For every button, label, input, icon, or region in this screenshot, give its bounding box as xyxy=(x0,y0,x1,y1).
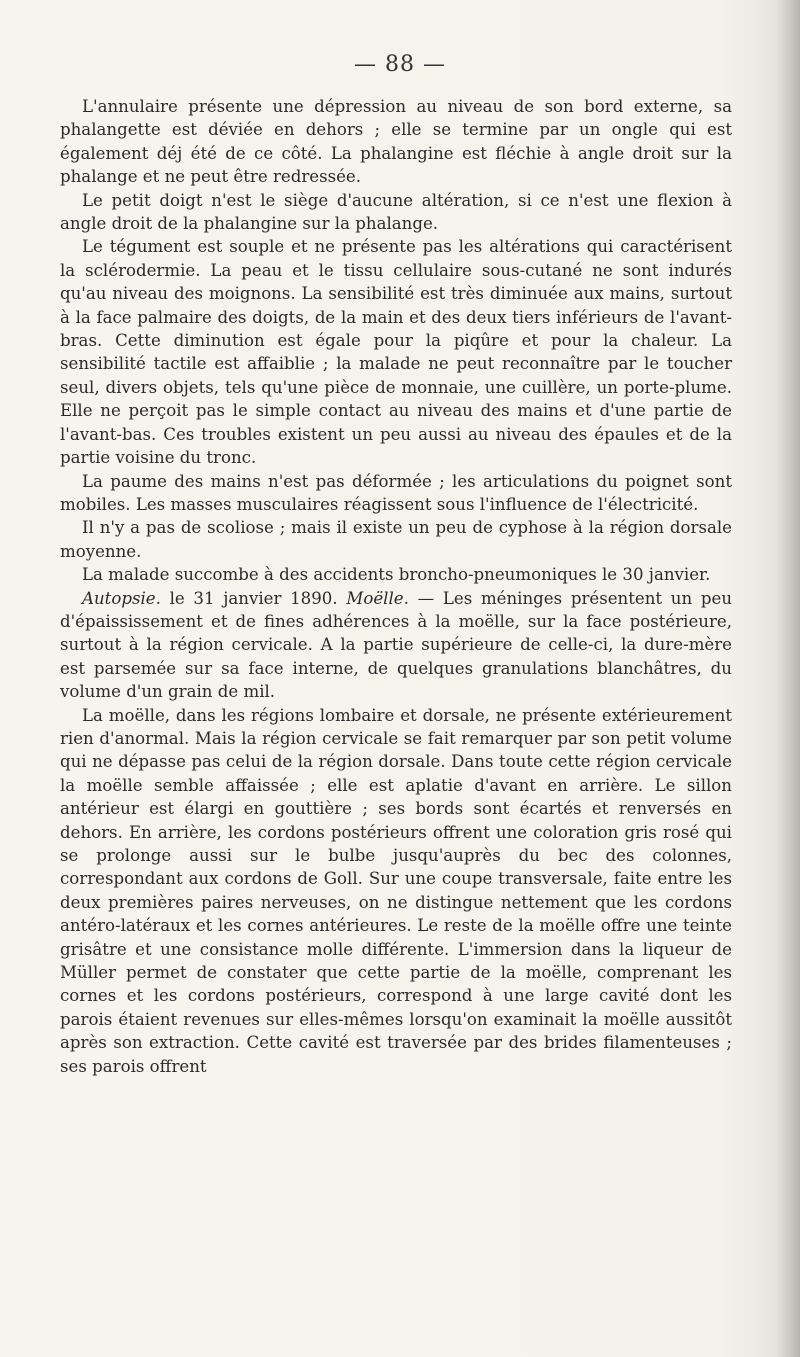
page-edge-shadow xyxy=(776,0,800,1357)
paragraph-palm: La paume des mains n'est pas déformée ; les articulations du poignet sont mobiles. Les masses musculaires réagissent sous l'influence de l'électricité. xyxy=(60,471,732,514)
page-body-text xyxy=(60,95,732,1078)
paragraph-death: La malade succombe à des accidents broncho-pneumoniques le 30 janvier. xyxy=(82,565,711,585)
paragraph-little-finger: Le petit doigt n'est le siège d'aucune altération, si ce n'est une flexion à angle droit de la phalangine sur la phalange. xyxy=(60,190,732,234)
paragraph-ring-finger: L'annulaire présente une dépression au niveau de son bord externe, sa phalangette est déviée en dehors ; elle se termine par un ongle qui est également déj été de ce côté. La phalangine est fléchie à angle droit sur la phalange et ne peut être redressée. xyxy=(60,97,732,187)
page-number: — 88 — xyxy=(354,52,446,77)
autopsy-date: le 31 janvier 1890. xyxy=(169,588,338,608)
autopsy-label: Autopsie. xyxy=(82,588,161,608)
paragraph-tegument: Le tégument est souple et ne présente pas les altérations qui caractérisent la sclérodermie. La peau et le tissu cellulaire sous-cutané ne sont indurés qu'au niveau des moignons. La sensibilité est très diminuée aux mains, surtout à la face palmaire des doigts, de la main et des deux tiers inférieurs de l'avant-bras. Cette diminution est égale pour la piqûre et pour la chaleur. La sensibilité tactile est affaiblie ; la malade ne peut reconnaître par le toucher seul, divers objets, tels qu'une pièce de monnaie, une cuillère, un porte-plume. Elle ne perçoit pas le simple contact au niveau des mains et d'une partie de l'avant-bas. Ces troubles existent un peu aussi au niveau des épaules et de la partie voisine du tronc. xyxy=(60,237,732,468)
paragraph-spinal-cord: La moëlle, dans les régions lombaire et dorsale, ne présente extérieurement rien d'anormal. Mais la région cervicale se fait remarquer par son petit volume qui ne dépasse pas celui de la région dorsale. Dans toute cette région cervicale la moëlle semble affaissée ; elle est aplatie d'avant en arrière. Le sillon antérieur est élargi en gouttière ; ses bords sont écartés et renversés en dehors. En arrière, les cordons postérieurs offrent une coloration gris rosé qui se prolonge aussi sur le bulbe jusqu'auprès du bec des colonnes, correspondant aux cordons de Goll. Sur une coupe transversale, faite entre les deux premières paires nerveuses, on ne distingue nettement que les cordons antéro-latéraux et les cornes antérieures. Le reste de la moëlle offre une teinte grisâtre et une consistance molle différente. L'immersion dans la liqueur de Müller permet de constater que cette partie de la moëlle, comprenant les cornes et les cordons postérieurs, correspond à une large cavité dont les parois étaient revenues sur elles-mêmes lorsqu'on examinait la moëlle aussitôt après son extraction. Cette cavité est traversée par des brides filamenteuses ; ses parois offrent xyxy=(60,705,732,1076)
autopsy-text: — Les méninges présentent un peu d'épaississement et de fines adhérences à la moëlle, sur la face postérieure, surtout à la région cervicale. A la partie supérieure de celle-ci, la dure-mère est parsemée sur sa face interne, de quelques granulations blanchâtres, du volume d'un grain de mil. xyxy=(60,588,733,702)
paragraph-autopsy xyxy=(60,587,732,704)
paragraph-scoliosis: Il n'y a pas de scoliose ; mais il existe un peu de cyphose à la région dorsale moyenne. xyxy=(60,518,732,561)
autopsy-subject: Moëlle. xyxy=(346,588,409,608)
